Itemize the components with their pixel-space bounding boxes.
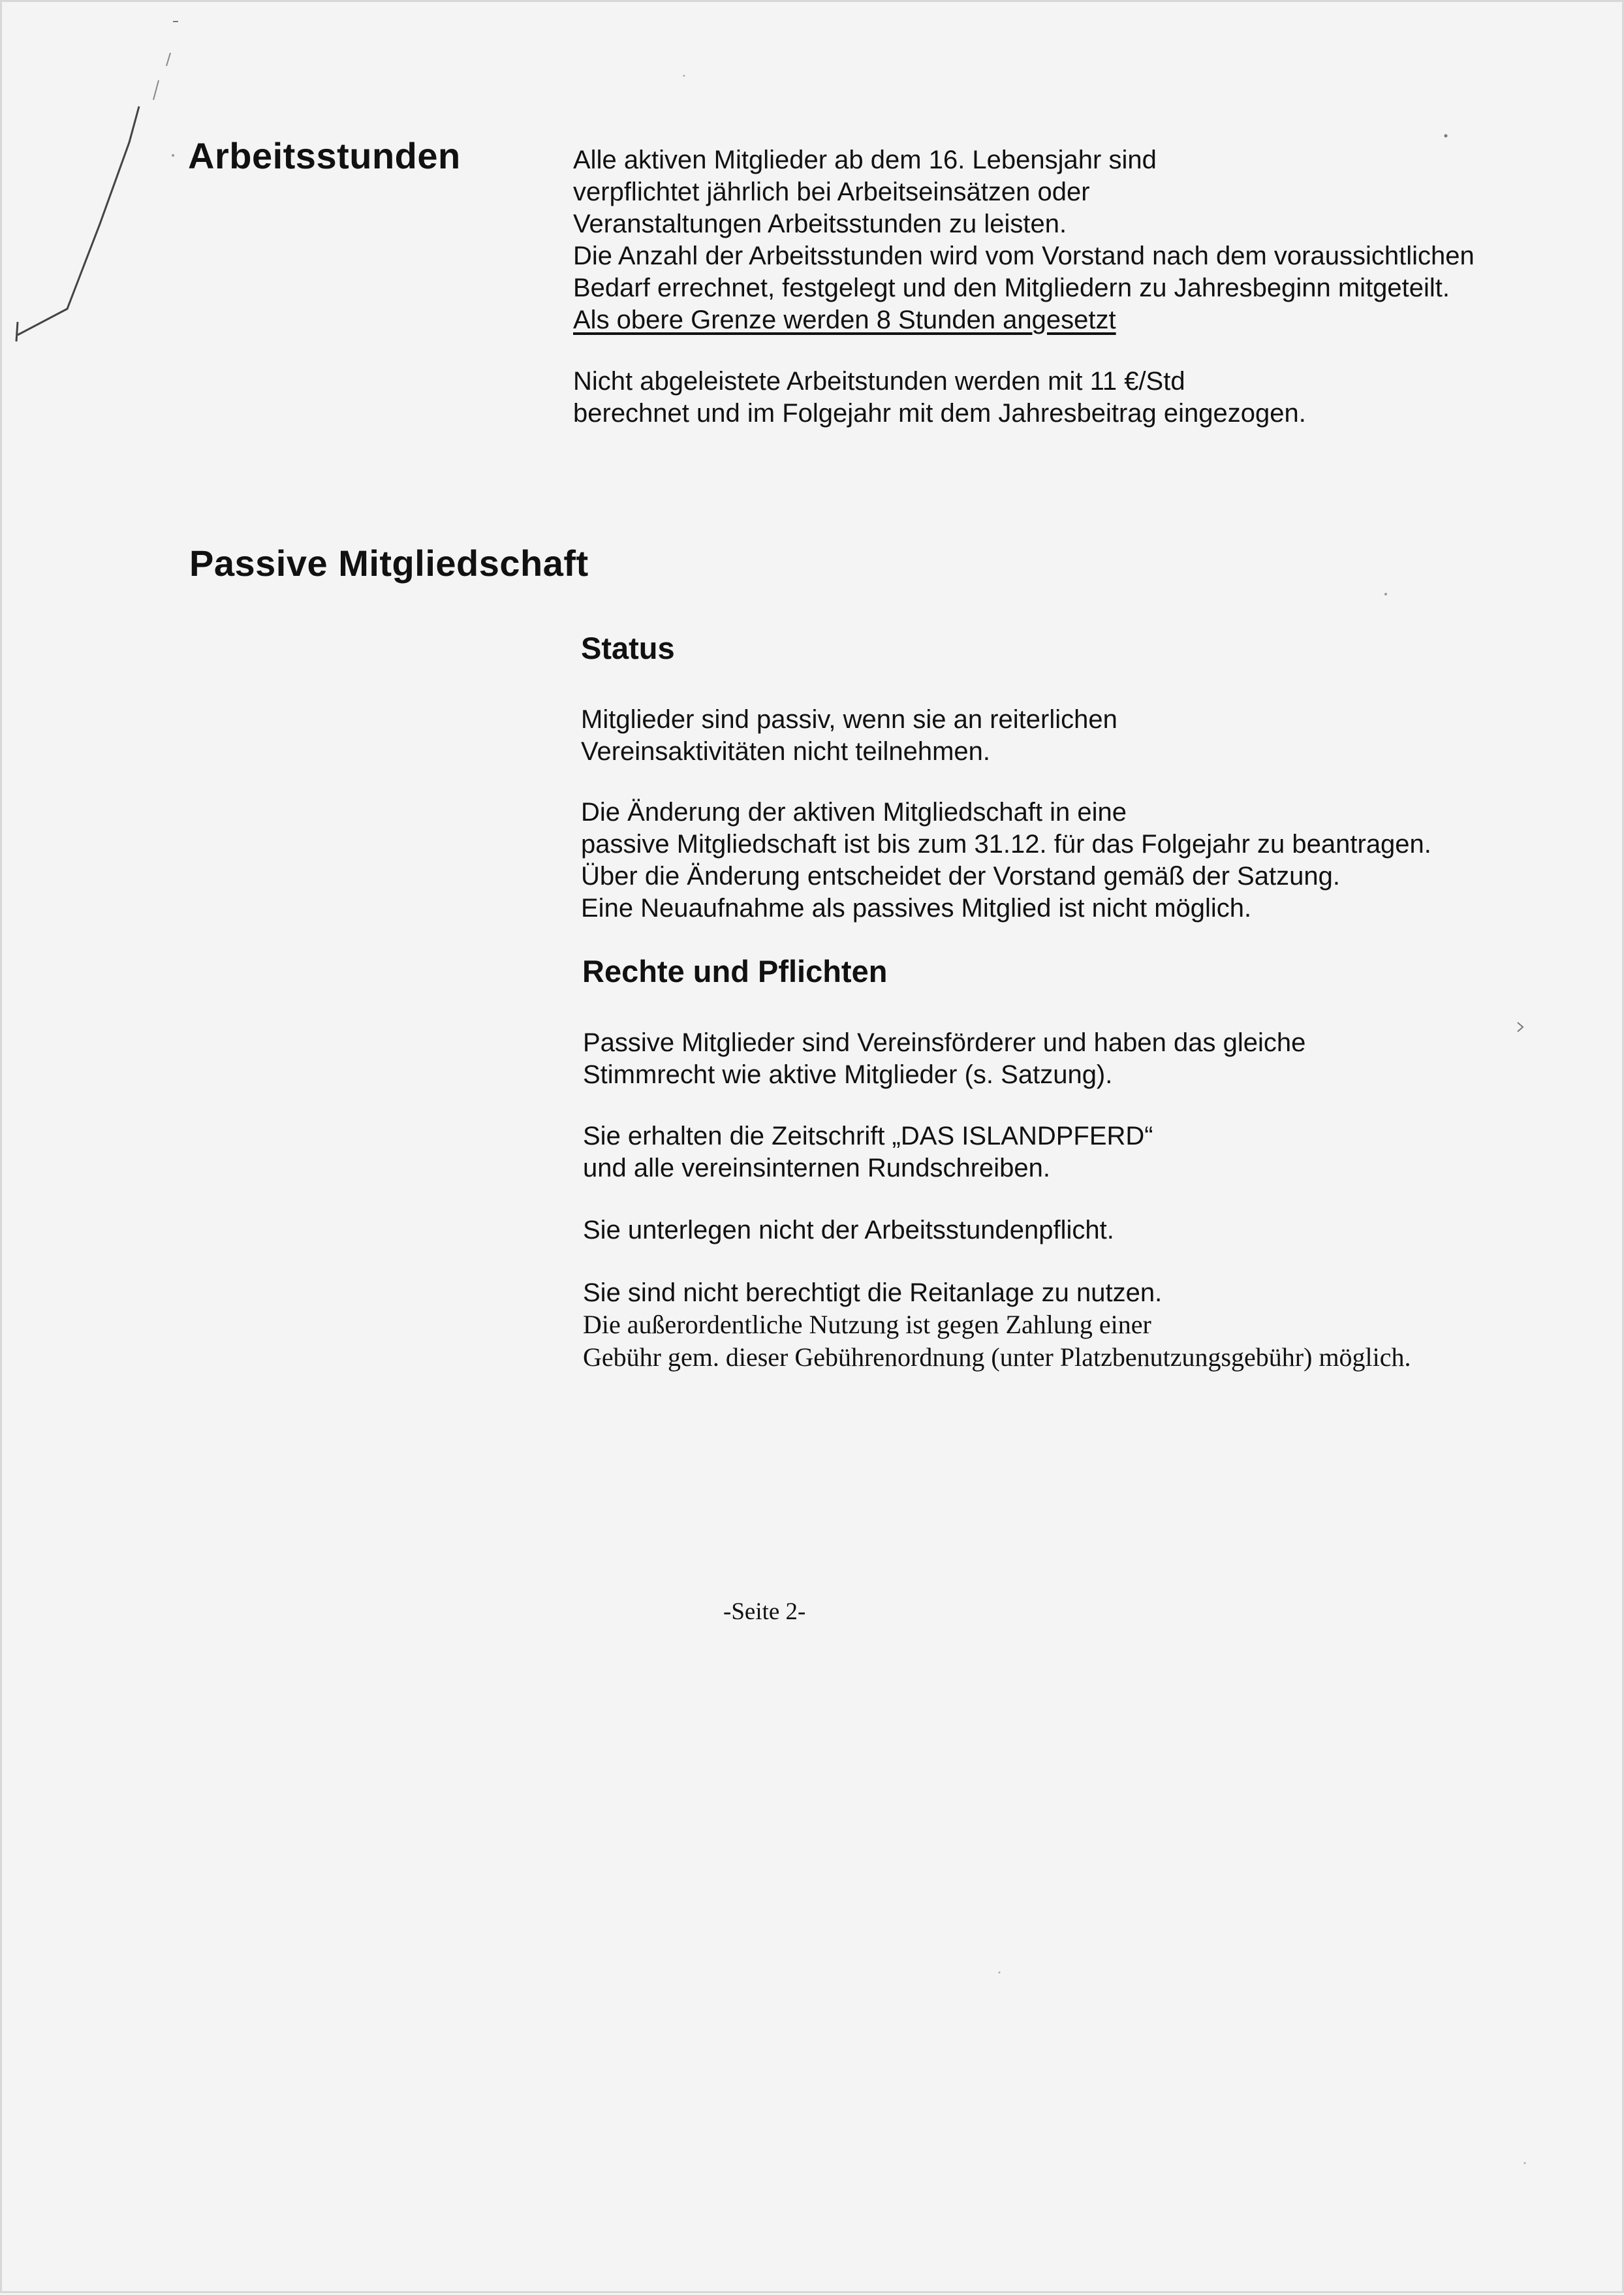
text-line: Sie erhalten die Zeitschrift „DAS ISLANDPFERD“ [583,1122,1153,1150]
page-number: -Seite 2- [723,1598,806,1625]
work-hours-paragraph-2 [573,366,1306,430]
rights-paragraph-3 [583,1214,1114,1246]
status-paragraph-1 [581,704,1117,768]
rights-paragraph-4 [583,1277,1162,1309]
section-title-work-hours: Arbeitsstunden [188,135,461,176]
text-line: verpflichtet jährlich bei Arbeitseinsätzen oder [573,178,1090,206]
text-line: Über die Änderung entscheidet der Vorstand gemäß der Satzung. [581,862,1340,891]
text-line: berechnet und im Folgejahr mit dem Jahresbeitrag eingezogen. [573,399,1306,428]
text-line: passive Mitgliedschaft ist bis zum 31.12. für das Folgejahr zu beantragen. [581,830,1431,859]
text-line: Stimmrecht wie aktive Mitglieder (s. Satzung). [583,1060,1113,1089]
rights-paragraph-5 [583,1308,1411,1374]
section-title-passive-membership: Passive Mitgliedschaft [189,543,589,584]
work-hours-paragraph-1 [573,144,1475,336]
text-line: Die Änderung der aktiven Mitgliedschaft in eine [581,798,1127,827]
subsection-title-status: Status [581,631,675,665]
text-line: Passive Mitglieder sind Vereinsförderer und haben das gleiche [583,1028,1306,1057]
rights-paragraph-1 [583,1027,1305,1091]
text-line: Mitglieder sind passiv, wenn sie an reiterlichen [581,705,1117,734]
text-line: Vereinsaktivitäten nicht teilnehmen. [581,737,991,766]
text-line: Alle aktiven Mitglieder ab dem 16. Lebensjahr sind [573,146,1157,174]
rights-paragraph-2 [583,1120,1153,1184]
text-line: Sie sind nicht berechtigt die Reitanlage zu nutzen. [583,1278,1163,1307]
text-line: Eine Neuaufnahme als passives Mitglied ist nicht möglich. [581,894,1252,923]
status-paragraph-2 [581,797,1431,925]
text-line: Sie unterlegen nicht der Arbeitsstundenpflicht. [583,1216,1114,1244]
text-line: Die Anzahl der Arbeitsstunden wird vom Vorstand nach dem voraussichtlichen [573,242,1475,270]
text-line: Die außerordentliche Nutzung ist gegen Zahlung einer [583,1310,1151,1339]
text-line: und alle vereinsinternen Rundschreiben. [583,1154,1051,1182]
text-line: Bedarf errechnet, festgelegt und den Mitgliedern zu Jahresbeginn mitgeteilt. [573,274,1450,302]
subsection-title-rights-duties: Rechte und Pflichten [582,954,888,989]
text-line: Veranstaltungen Arbeitsstunden zu leisten. [573,210,1067,238]
text-line: Gebühr gem. dieser Gebührenordnung (unter Platzbenutzungsgebühr) möglich. [583,1342,1411,1372]
upper-limit-line: Als obere Grenze werden 8 Stunden angesetzt [573,306,1116,334]
text-line: Nicht abgeleistete Arbeitstunden werden mit 11 €/Std [573,367,1185,396]
